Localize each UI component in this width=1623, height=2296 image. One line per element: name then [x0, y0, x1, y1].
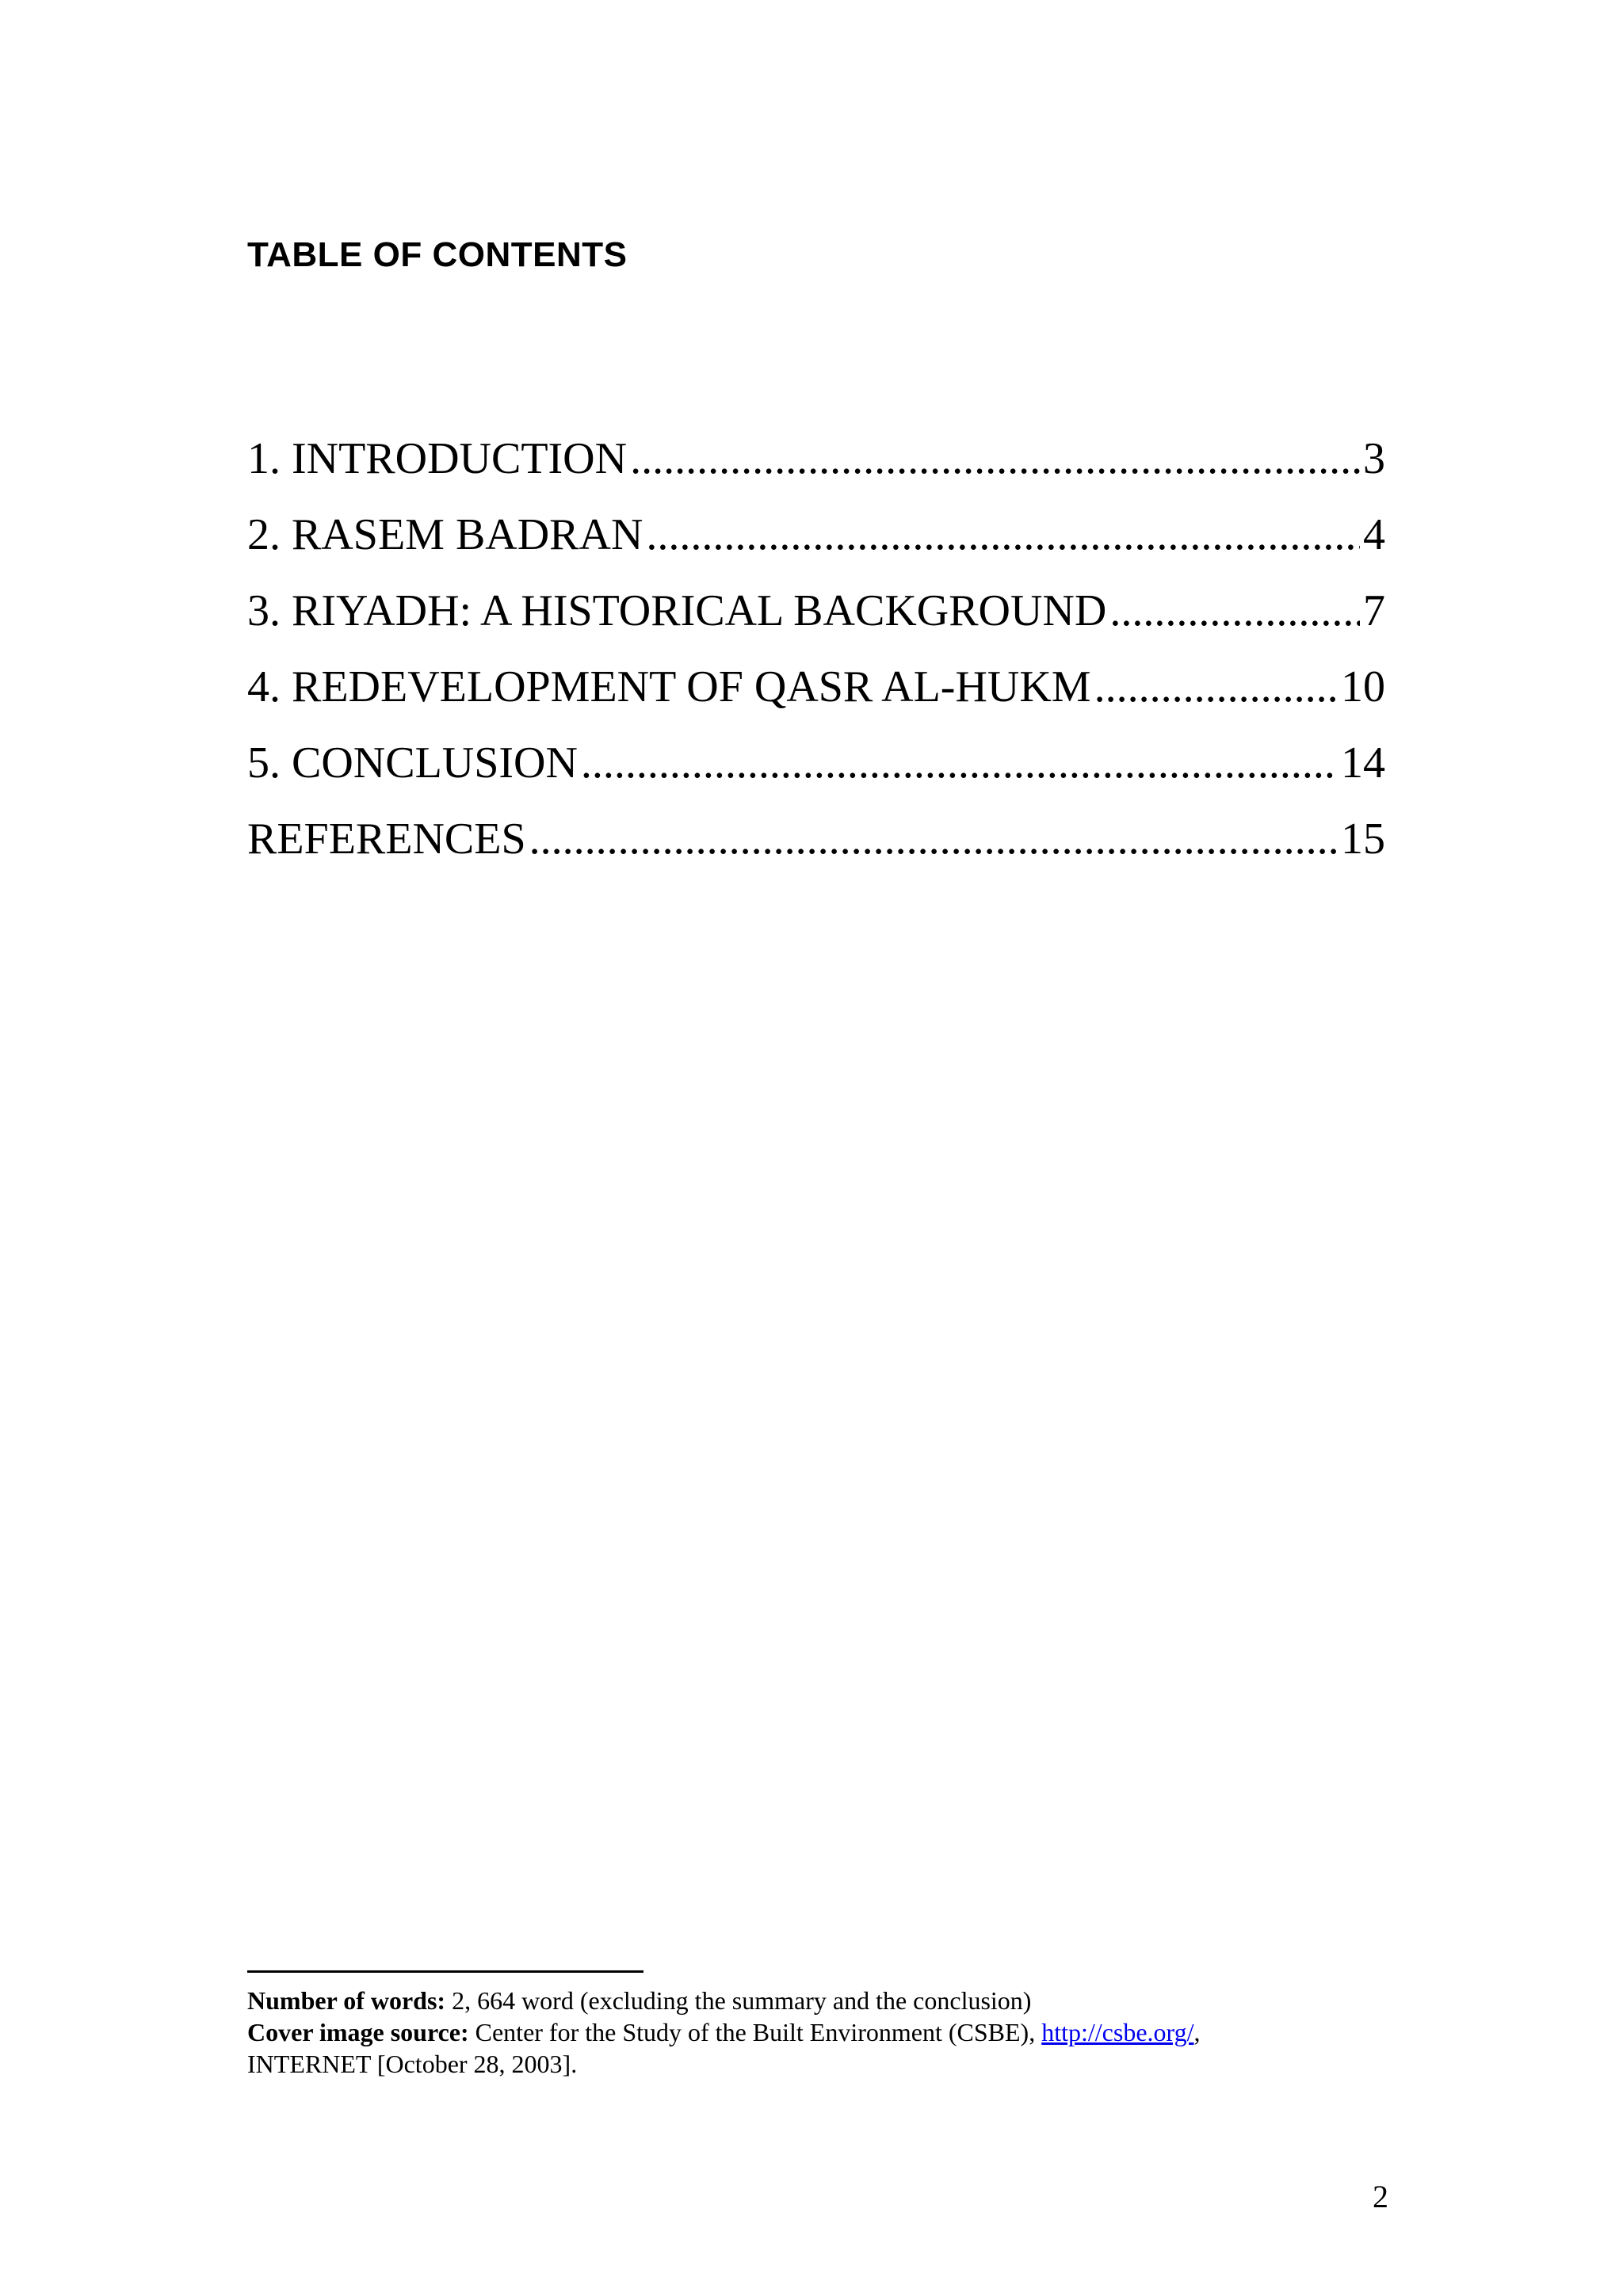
toc-entry-title: 2. RASEM BADRAN — [247, 510, 643, 559]
footnotes — [247, 1985, 1388, 2080]
toc-dot-leader — [529, 807, 1338, 871]
toc-entry-rasem-badran[interactable] — [247, 502, 1385, 578]
page-number: 2 — [1373, 2179, 1388, 2214]
toc-entry-title: REFERENCES — [247, 814, 526, 864]
footnote-cover-source — [247, 2016, 1388, 2080]
toc-entry-title: 3. RIYADH: A HISTORICAL BACKGROUND — [247, 586, 1107, 635]
toc-entry-references[interactable] — [247, 807, 1385, 883]
toc-entry-page: 10 — [1341, 662, 1385, 711]
toc-entry-page: 7 — [1363, 586, 1385, 635]
toc-dot-leader — [1094, 654, 1338, 719]
toc-entry-title: 1. INTRODUCTION — [247, 434, 628, 483]
footnote-text: Center for the Study of the Built Environment (CSBE), — [468, 2018, 1042, 2046]
csbe-link[interactable]: http://csbe.org/ — [1041, 2018, 1194, 2046]
toc-dot-leader — [630, 426, 1360, 491]
toc-entry-page: 14 — [1341, 738, 1385, 788]
footnote-label: Cover image source: — [247, 2018, 469, 2046]
footnote-text: , — [1193, 2018, 1201, 2046]
toc-list — [247, 426, 1385, 883]
toc-entry-introduction[interactable] — [247, 426, 1385, 502]
footnote-label: Number of words: — [247, 1986, 446, 2015]
footnote-text: INTERNET [October 28, 2003]. — [247, 2050, 578, 2078]
footnote-separator — [247, 1970, 643, 1973]
toc-entry-page: 4 — [1363, 510, 1385, 559]
toc-dot-leader — [581, 730, 1338, 795]
toc-entry-redevelopment[interactable] — [247, 654, 1385, 730]
toc-entry-page: 15 — [1341, 814, 1385, 864]
footnote-word-count — [247, 1985, 1388, 2016]
toc-entry-title: 5. CONCLUSION — [247, 738, 578, 788]
toc-entry-title: 4. REDEVELOPMENT OF QASR AL-HUKM — [247, 662, 1091, 711]
toc-dot-leader — [646, 502, 1360, 567]
toc-heading: TABLE OF CONTENTS — [247, 235, 628, 274]
footnote-text: 2, 664 word (excluding the summary and the conclusion) — [445, 1986, 1032, 2015]
toc-entry-page: 3 — [1363, 434, 1385, 483]
toc-dot-leader — [1109, 578, 1360, 643]
toc-entry-riyadh-background[interactable] — [247, 578, 1385, 654]
toc-entry-conclusion[interactable] — [247, 730, 1385, 807]
